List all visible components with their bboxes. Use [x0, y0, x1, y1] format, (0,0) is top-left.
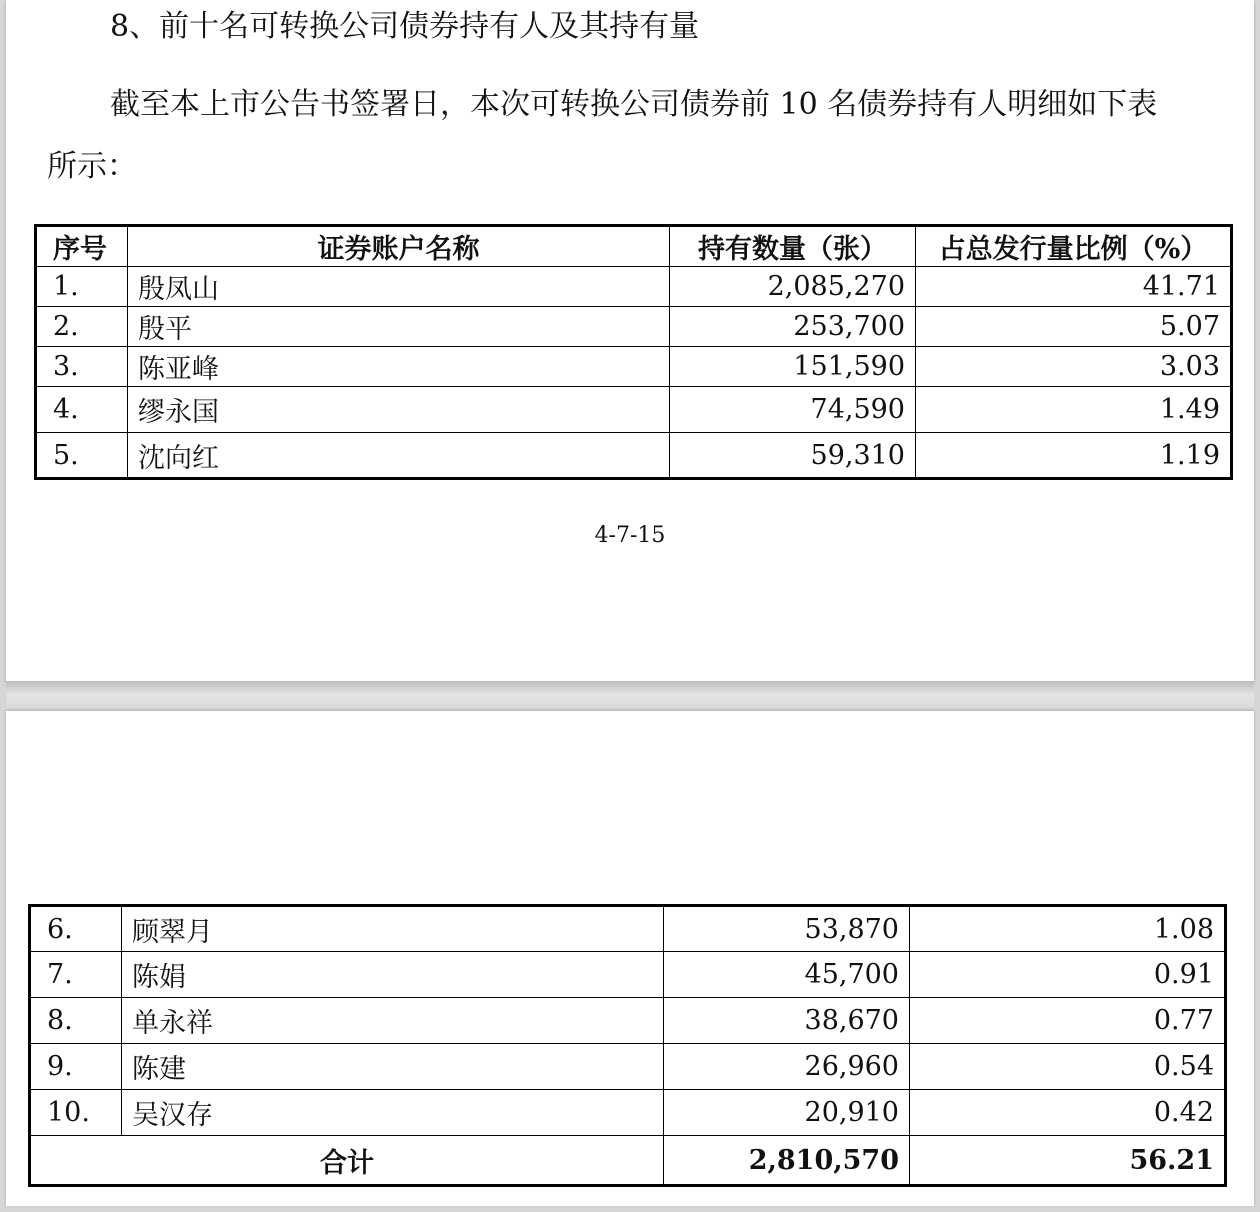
row-index: 3.	[36, 347, 128, 387]
header-percentage: 占总发行量比例（%）	[916, 226, 1232, 267]
header-account-name: 证券账户名称	[128, 226, 670, 267]
row-account-name: 殷凤山	[128, 267, 670, 307]
row-account-name: 缪永国	[128, 387, 670, 433]
row-index: 9.	[30, 1044, 122, 1090]
page-break-gap	[6, 681, 1254, 711]
row-percentage: 41.71	[916, 267, 1232, 307]
row-index: 8.	[30, 998, 122, 1044]
page-number: 4-7-15	[594, 523, 666, 548]
row-account-name: 沈向红	[128, 433, 670, 479]
row-index: 5.	[36, 433, 128, 479]
row-account-name: 陈亚峰	[128, 347, 670, 387]
total-percentage: 56.21	[910, 1136, 1226, 1186]
total-quantity: 2,810,570	[664, 1136, 910, 1186]
table-row	[36, 433, 1232, 479]
table-row	[30, 906, 1226, 952]
row-quantity: 59,310	[670, 433, 916, 479]
row-account-name: 殷平	[128, 307, 670, 347]
row-percentage: 1.08	[910, 906, 1226, 952]
total-label: 合计	[30, 1136, 664, 1186]
row-percentage: 1.49	[916, 387, 1232, 433]
row-percentage: 1.19	[916, 433, 1232, 479]
row-quantity: 53,870	[664, 906, 910, 952]
row-quantity: 74,590	[670, 387, 916, 433]
row-percentage: 3.03	[916, 347, 1232, 387]
section-heading: 8、前十名可转换公司债券持有人及其持有量	[110, 9, 700, 44]
row-account-name: 吴汉存	[122, 1090, 664, 1136]
table-row	[30, 1044, 1226, 1090]
table-row	[30, 1090, 1226, 1136]
row-index: 6.	[30, 906, 122, 952]
document-page-1	[6, 0, 1254, 681]
table-row	[30, 998, 1226, 1044]
intro-paragraph-line-2: 所示：	[47, 149, 137, 184]
row-percentage: 0.42	[910, 1090, 1226, 1136]
row-index: 2.	[36, 307, 128, 347]
table-header-row	[36, 226, 1232, 267]
table-total-row	[30, 1136, 1226, 1186]
row-account-name: 陈建	[122, 1044, 664, 1090]
row-quantity: 26,960	[664, 1044, 910, 1090]
row-quantity: 151,590	[670, 347, 916, 387]
header-index: 序号	[36, 226, 128, 267]
row-account-name: 单永祥	[122, 998, 664, 1044]
row-percentage: 0.91	[910, 952, 1226, 998]
row-quantity: 253,700	[670, 307, 916, 347]
row-quantity: 38,670	[664, 998, 910, 1044]
row-quantity: 45,700	[664, 952, 910, 998]
row-account-name: 顾翠月	[122, 906, 664, 952]
intro-paragraph-line-1: 截至本上市公告书签署日，本次可转换公司债券前 10 名债券持有人明细如下表	[110, 87, 1158, 122]
table-row	[36, 307, 1232, 347]
row-percentage: 0.54	[910, 1044, 1226, 1090]
row-index: 1.	[36, 267, 128, 307]
row-index: 10.	[30, 1090, 122, 1136]
table-row	[36, 387, 1232, 433]
table-row	[36, 347, 1232, 387]
row-percentage: 5.07	[916, 307, 1232, 347]
table-row	[30, 952, 1226, 998]
row-quantity: 2,085,270	[670, 267, 916, 307]
row-index: 7.	[30, 952, 122, 998]
row-index: 4.	[36, 387, 128, 433]
header-quantity: 持有数量（张）	[670, 226, 916, 267]
row-account-name: 陈娟	[122, 952, 664, 998]
bondholders-table-part-2	[28, 904, 1227, 1187]
table-row	[36, 267, 1232, 307]
bondholders-table-part-1	[34, 224, 1233, 480]
row-quantity: 20,910	[664, 1090, 910, 1136]
row-percentage: 0.77	[910, 998, 1226, 1044]
